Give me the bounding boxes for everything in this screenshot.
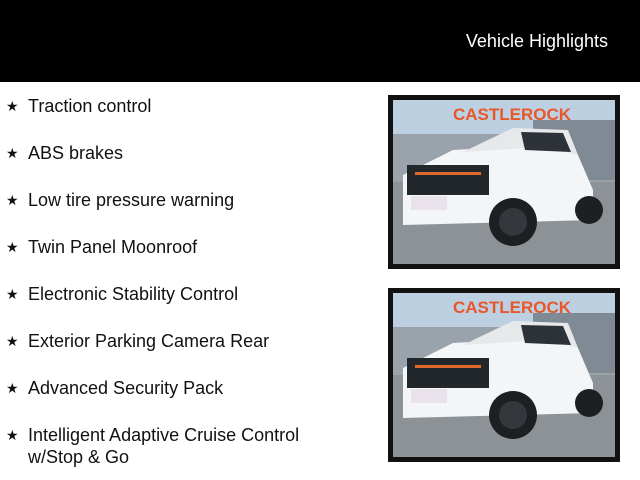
feature-item xyxy=(6,424,316,468)
brand-logo: CASTLEROCK xyxy=(453,298,572,317)
feature-item xyxy=(6,330,376,352)
star-icon: ★ xyxy=(6,380,19,396)
feature-label: Advanced Security Pack xyxy=(28,378,224,398)
star-icon: ★ xyxy=(6,286,19,302)
feature-label: Twin Panel Moonroof xyxy=(28,237,198,257)
vehicle-photo xyxy=(388,288,620,462)
feature-label: Exterior Parking Camera Rear xyxy=(28,331,270,351)
brand-logo: CASTLEROCK xyxy=(453,105,572,124)
feature-label: Electronic Stability Control xyxy=(28,284,239,304)
feature-label: Low tire pressure warning xyxy=(28,190,235,210)
page-title: Vehicle Highlights xyxy=(465,31,608,51)
star-icon: ★ xyxy=(6,427,19,443)
star-icon: ★ xyxy=(6,192,19,208)
feature-label: Intelligent Adaptive Cruise Control w/Stop & Go xyxy=(28,425,300,467)
feature-item xyxy=(6,189,376,211)
feature-item xyxy=(6,95,376,117)
vehicle-photo xyxy=(388,95,620,269)
feature-label: Traction control xyxy=(28,96,152,116)
feature-item xyxy=(6,283,376,305)
feature-item xyxy=(6,377,376,399)
feature-label: ABS brakes xyxy=(28,143,124,163)
feature-item xyxy=(6,236,376,258)
star-icon: ★ xyxy=(6,98,19,114)
truck-illustration xyxy=(393,293,615,457)
truck-illustration xyxy=(393,100,615,264)
feature-item xyxy=(6,142,376,164)
star-icon: ★ xyxy=(6,239,19,255)
star-icon: ★ xyxy=(6,333,19,349)
star-icon: ★ xyxy=(6,145,19,161)
